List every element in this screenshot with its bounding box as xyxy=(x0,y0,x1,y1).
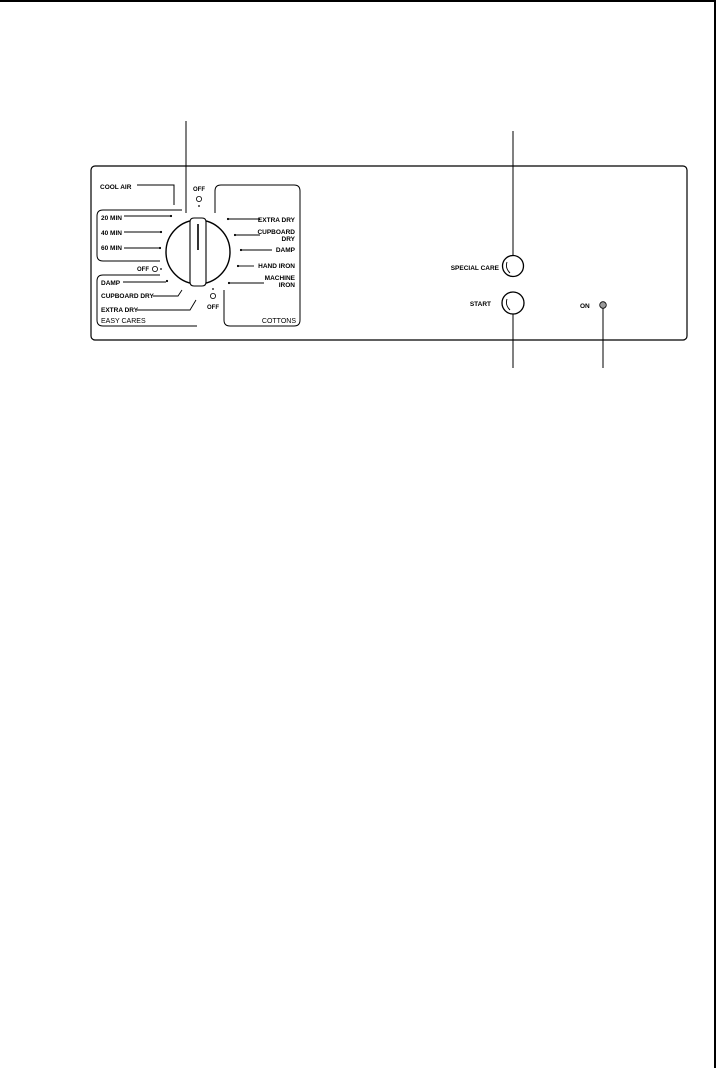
program-selector-dial[interactable] xyxy=(166,218,230,286)
start-label: START xyxy=(469,301,491,308)
off-top-dot xyxy=(198,205,200,207)
easy-damp-arrow xyxy=(166,280,168,282)
easy-damp-label: DAMP xyxy=(101,280,121,287)
cottons-damp-arrow xyxy=(240,249,242,251)
on-indicator-led xyxy=(600,302,607,309)
cool-air-label: COOL AIR xyxy=(100,184,132,191)
easy-cupboard-leader xyxy=(153,290,182,296)
cottons-cupboard-label-2: DRY xyxy=(281,236,295,243)
special-care-knob[interactable] xyxy=(503,256,524,277)
off-bottom-dot xyxy=(212,288,214,290)
easy-cupboard-label: CUPBOARD DRY xyxy=(101,293,154,300)
easy-cares-group-label: EASY CARES xyxy=(101,318,146,325)
special-care-label: SPECIAL CARE xyxy=(450,265,499,272)
on-label: ON xyxy=(580,303,590,310)
time-40-arrow xyxy=(160,231,162,233)
cottons-hand-iron-arrow xyxy=(237,265,239,267)
cottons-extra-arrow xyxy=(227,218,229,220)
off-top-marker xyxy=(196,196,201,201)
off-bottom-marker xyxy=(210,293,215,298)
off-bottom-label: OFF xyxy=(207,305,219,311)
cottons-hand-iron-label: HAND IRON xyxy=(258,263,295,270)
time-20-label: 20 MIN xyxy=(101,215,122,222)
special-care-button[interactable] xyxy=(503,256,524,277)
time-40-label: 40 MIN xyxy=(101,230,122,237)
time-60-arrow xyxy=(159,247,161,249)
time-20-arrow xyxy=(170,215,172,217)
off-left-marker xyxy=(152,266,157,271)
cottons-damp-label: DAMP xyxy=(275,247,295,254)
off-top-label: OFF xyxy=(193,187,205,193)
time-60-label: 60 MIN xyxy=(101,245,122,252)
cottons-group-label: COTTONS xyxy=(261,318,296,325)
cool-air-leader xyxy=(137,185,174,205)
easy-extra-leader xyxy=(137,300,196,310)
cottons-cupboard-label-1: CUPBOARD xyxy=(257,229,295,236)
cottons-machine-iron-label-1: MACHINE xyxy=(264,275,295,282)
start-knob[interactable] xyxy=(502,292,524,314)
off-left-label: OFF xyxy=(137,267,149,273)
cottons-cupboard-arrow xyxy=(234,234,236,236)
cottons-machine-iron-label-2: IRON xyxy=(278,282,295,289)
cottons-machine-iron-arrow xyxy=(228,282,230,284)
off-left-dot xyxy=(160,268,162,270)
cottons-extra-label: EXTRA DRY xyxy=(257,217,295,224)
start-button[interactable] xyxy=(502,292,524,314)
easy-extra-label: EXTRA DRY xyxy=(101,307,139,314)
